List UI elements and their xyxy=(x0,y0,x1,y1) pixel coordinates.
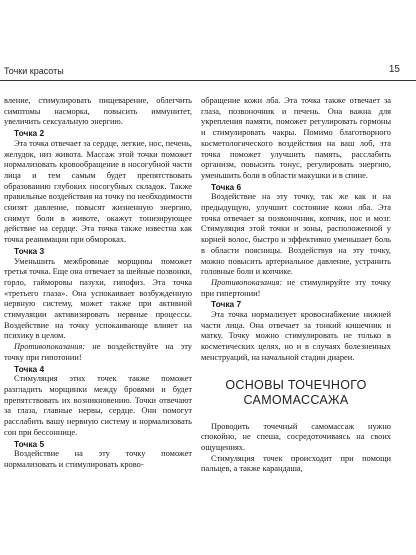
header-rule xyxy=(0,80,416,81)
paragraph: Стимуляция точек происходит при помощи пальцев, а также карандаша, xyxy=(201,453,391,474)
point-heading: Точка 4 xyxy=(14,363,45,374)
paragraph: Воздействие на эту точку, так же как и на предыдущую, улучшит состояние кожи лба. Эта точка отвечает за позвоночник, копчик, нос и мозг. Стимуляция этой точки и зоны, расположенной у корней волос, быстро и эффективно уменьшает боль в области поясницы. Воздействуя на эту точку, можно повысить артериальное давление, устранить головные боли и копчике. xyxy=(201,192,391,277)
section-title xyxy=(201,378,391,408)
left-column xyxy=(4,96,192,471)
contraindication xyxy=(201,278,391,299)
point-heading: Точка 3 xyxy=(14,245,45,256)
running-header xyxy=(0,64,416,82)
section-title-line: САМОМАССАЖА xyxy=(243,392,349,407)
contraindication-label: Противопоказания: xyxy=(211,277,283,287)
page-number: 15 xyxy=(388,64,400,75)
running-title: Точки красоты xyxy=(4,66,64,76)
contraindication-label: Противопоказания: xyxy=(14,342,86,352)
paragraph: вление, стимулировать пищеварение, облегчить симптомы насморка, повысить иммунитет, увеличить сексуальную энергию. xyxy=(4,96,192,127)
contraindication-text: не воздействуйте на эту точку при гипотонии! xyxy=(4,342,192,362)
point-heading: Точка 5 xyxy=(14,438,45,449)
contraindication-text: не стимулируйте эту точку при гипертонии! xyxy=(201,277,391,298)
paragraph: Стимуляция этих точек также поможет разгладить морщинки между бровями и будет препятствовать их возникновению. Точки отвечают за глаза, главные нервы, сердце. Они помогут расслабить вашу нервную систему и нормализовать сон при бессоннице. xyxy=(4,374,192,437)
section-title-line: ОСНОВЫ ТОЧЕЧНОГО xyxy=(225,377,367,392)
point-heading: Точка 2 xyxy=(14,128,45,139)
point-heading: Точка 7 xyxy=(211,299,242,310)
paragraph: Проводить точечный самомассаж нужно спокойно, не спеша, сосредоточиваясь на своих ощущениях. xyxy=(201,421,391,452)
right-column xyxy=(201,96,391,475)
contraindication xyxy=(4,342,192,363)
paragraph: Эта точка нормализует кровоснабжение нижней части лица. Она отвечает за тонкий кишечник и матку. Точку можно стимулировать не только в косметических целях, но и в случаях болезненных менструаций, на начальной стадии диареи. xyxy=(201,310,391,362)
paragraph: Уменьшить межбровные морщины поможет третья точка. Еще она отвечает за шейные позвонки, горло, гайморовы пазухи, гипофиз. Эта точка «третьего глаза». Она успокаивает возбужденную нервную систему, может также при активной стимуляции активизировать нервные процессы. Воздействие на точку успокаивающе влияет на психику в целом. xyxy=(4,256,192,341)
paragraph: Воздействие на эту точку поможет нормализовать и стимулировать крово- xyxy=(4,449,192,469)
paragraph: обращение кожи лба. Эта точка также отвечает за глаза, позвоночник и печень. Она важна для укрепления памяти, поможет регулировать гормоны и стимулировать чакры. Помимо благотворного косметологического воздействия на ваш лоб, эта точка поможет улучшить память, расслабить организм, повысить тонус, регулировать энергию, уменьшить боли в области макушки и в спине. xyxy=(201,96,391,180)
point-heading: Точка 6 xyxy=(211,181,242,192)
paragraph: Эта точка отвечает за сердце, легкие, нос, печень, желудок, низ живота. Массаж этой точки поможет нормализовать кровообращение в носогубной части лица и тем самым будет препятствовать образованию глубоких носогубных складок. Также правильные воздействия на точку по необходимости снизят давление, повысят жизненную энергию, снимут боли в животе, окажут тонизирующее действие на сердце. Эта точка также известна как точка реанимации при обмороках. xyxy=(4,138,192,245)
